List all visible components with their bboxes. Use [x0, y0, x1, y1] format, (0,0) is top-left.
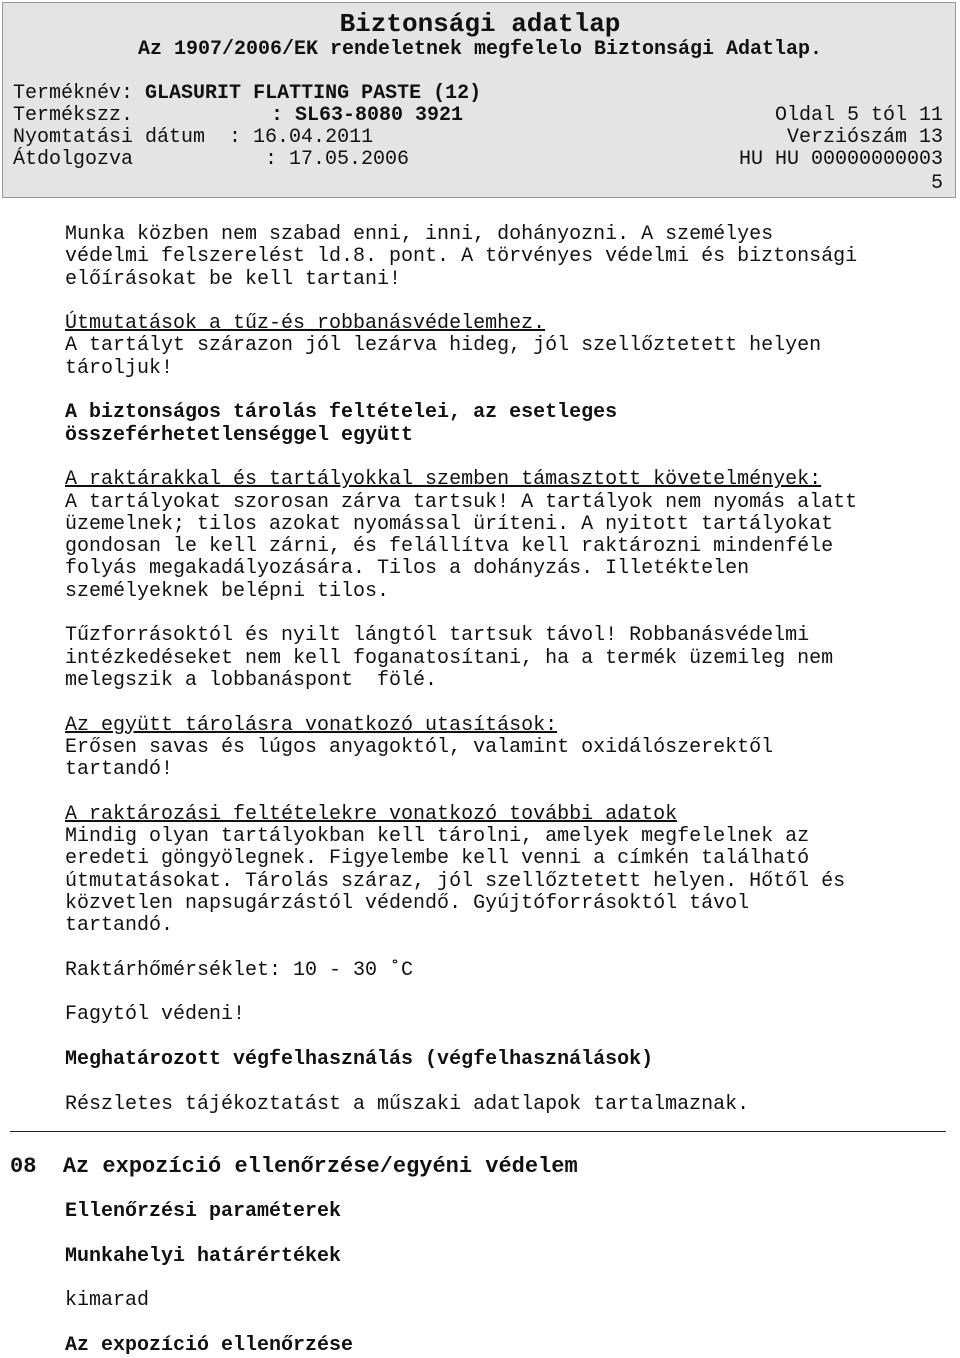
- version-indicator: Verziószám 13: [786, 126, 943, 149]
- co-storage-heading: Az együtt tárolásra vonatkozó utasítások:: [65, 713, 558, 737]
- section-number: 08: [10, 1154, 37, 1179]
- revised-row: [13, 149, 409, 171]
- document-header: [2, 2, 956, 198]
- product-number-label: Termékszz.: [13, 104, 134, 127]
- fire-protection-paragraph: A tartályt szárazon jól lezárva hideg, jól szellőztetett helyen tároljuk!: [65, 334, 822, 380]
- warehouse-requirements-heading: A raktárakkal és tartályokkal szemben támasztott követelmények:: [65, 468, 822, 492]
- page-indicator: Oldal 5 tól 11: [774, 104, 943, 127]
- print-date: : 16.04.2011: [229, 126, 374, 149]
- control-parameters-heading: Ellenőrzési paraméterek: [65, 1200, 342, 1223]
- additional-storage-paragraph: Mindig olyan tartályokban kell tárolni, amelyek megfelelnek az eredeti göngyölegnek. Figyelembe kell venni a címkén található útmutatásokat. Tárolás száraz, jól szellőztetett helyen. Hőtől és közvetlen napsugárzástól védendő. Gyújtóforrásoktól távol tartandó.: [65, 825, 846, 938]
- workplace-limits-heading: Munkahelyi határértékek: [65, 1244, 342, 1268]
- end-use-heading: Meghatározott végfelhasználás (végfelhasználások): [65, 1047, 654, 1071]
- revised-date: : 17.05.2006: [265, 148, 410, 171]
- workplace-limits-value: kimarad: [65, 1289, 150, 1313]
- product-number-row: [13, 105, 463, 127]
- exposure-control-heading: Az expozíció ellenőrzése: [65, 1333, 354, 1357]
- section-8-heading: [10, 1154, 578, 1180]
- product-name: GLASURIT FLATTING PASTE (12): [145, 82, 482, 105]
- storage-temperature: Raktárhőmérséklet: 10 - 30 ˚C: [65, 958, 414, 982]
- fire-protection-heading: Útmutatások a tűz-és robbanásvédelemhez.: [65, 312, 546, 336]
- print-date-label: Nyomtatási dátum: [13, 126, 206, 149]
- hygiene-paragraph: Munka közben nem szabad enni, inni, dohányozni. A személyes védelmi felszerelést ld.8. pont. A törvényes védelmi és biztonsági előírásokat be kell tartani!: [65, 223, 858, 291]
- product-name-label: Terméknév:: [13, 82, 134, 105]
- storage-section: [65, 224, 945, 1116]
- product-number: : SL63-8080 3921: [271, 104, 464, 127]
- ignition-paragraph: Tűzforrásoktól és nyilt lángtól tartsuk távol! Robbanásvédelmi intézkedéseket nem kell foganatosítani, ha a termék üzemileg nem melegszik a lobbanáspont fölé.: [65, 624, 834, 692]
- print-date-row: [13, 127, 373, 149]
- end-use-paragraph: Részletes tájékoztatást a műszaki adatlapok tartalmaznak.: [65, 1092, 750, 1116]
- additional-storage-heading: A raktározási feltételekre vonatkozó további adatok: [65, 802, 678, 826]
- page-number: 5: [930, 172, 943, 195]
- warehouse-requirements-paragraph: A tartályokat szorosan zárva tartsuk! A tartályok nem nyomás alatt üzemelnek; tilos azokat nyomással üríteni. A nyitott tartályokat gondosan le kell zárni, és felállítva kell raktározni mindenféle folyás megakadályozására. Tilos a dohányzás. Illetéktelen személyeknek belépni tilos.: [65, 490, 858, 603]
- region-code: HU HU 00000000003: [738, 148, 943, 171]
- safe-storage-heading: A biztonságos tárolás feltételei, az esetleges összeférhetetlenséggel együtt: [65, 401, 618, 447]
- section-title: Az expozíció ellenőrzése/egyéni védelem: [62, 1154, 578, 1179]
- product-name-row: [13, 83, 481, 105]
- section-divider: [10, 1131, 946, 1132]
- revised-label: Átdolgozva: [13, 148, 134, 171]
- co-storage-paragraph: Erősen savas és lúgos anyagoktól, valamint oxidálószerektől tartandó!: [65, 735, 774, 782]
- document-subtitle: Az 1907/2006/EK rendeletnek megfelelo Biztonsági Adatlap.: [137, 38, 823, 61]
- document-title: Biztonsági adatlap: [339, 9, 621, 39]
- frost-warning: Fagytól védeni!: [65, 1003, 246, 1027]
- section-8-body: [65, 1201, 945, 1357]
